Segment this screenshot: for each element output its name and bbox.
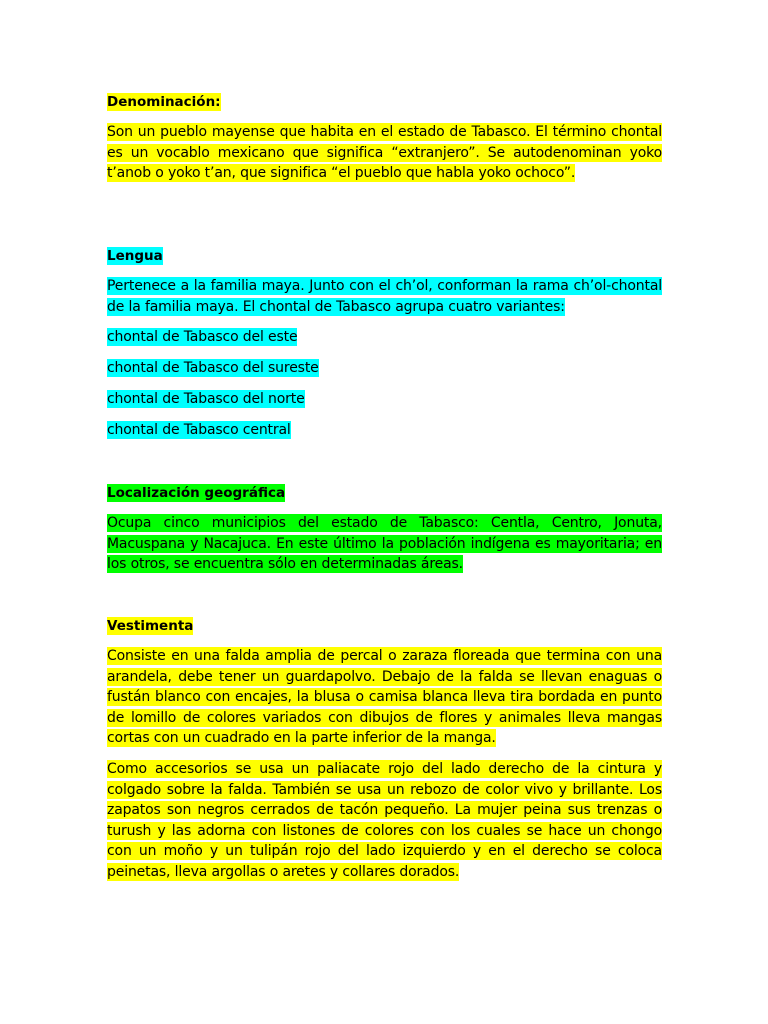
paragraph-localizacion: Ocupa cinco municipios del estado de Tabasco: Centla, Centro, Jonuta, Macuspana y Nacajuca. En este último la población indígena es mayoritaria; en los otros, se encuentra sólo en determinadas áreas. — [107, 515, 662, 573]
paragraph-vestimenta-1: Consiste en una falda amplia de percal o zaraza floreada que termina con una arandela, debe tener un guardapolvo. Debajo de la falda se llevan enaguas o fustán blanco con encajes, la blusa o camisa blanca lleva tira bordada en punto de lomillo de colores variados con dibujos de flores y animales lleva mangas cortas con un cuadrado en la parte inferior de la manga. — [107, 648, 662, 747]
heading-localizacion: Localización geográfica — [107, 485, 286, 501]
heading-vestimenta: Vestimenta — [107, 618, 194, 634]
section-lengua — [107, 246, 662, 440]
paragraph-lengua: Pertenece a la familia maya. Junto con el ch’ol, conforman la rama ch’ol-chontal de la familia maya. El chontal de Tabasco agrupa cuatro variantes: — [107, 278, 662, 315]
section-denominacion — [107, 92, 662, 184]
heading-denominacion: Denominación: — [107, 94, 221, 110]
section-vestimenta — [107, 616, 662, 883]
variant-item: chontal de Tabasco del este — [107, 329, 298, 346]
variant-item: chontal de Tabasco central — [107, 422, 291, 439]
paragraph-denominacion: Son un pueblo mayense que habita en el estado de Tabasco. El término chontal es un vocablo mexicano que significa “extranjero”. Se autodenominan yoko t’anob o yoko t’an, que significa “el pueblo que habla yoko ochoco”. — [107, 124, 662, 182]
variant-item: chontal de Tabasco del norte — [107, 391, 305, 408]
heading-lengua: Lengua — [107, 248, 163, 264]
paragraph-vestimenta-2: Como accesorios se usa un paliacate rojo del lado derecho de la cintura y colgado sobre la falda. También se usa un rebozo de color vivo y brillante. Los zapatos son negros cerrados de tacón pequeño. La mujer peina sus trenzas o turush y las adorna con listones de colores con los cuales se hace un chongo con un moño y un tulipán rojo del lado izquierdo y en el derecho se coloca peinetas, lleva argollas o aretes y collares dorados. — [107, 760, 662, 880]
variant-item: chontal de Tabasco del sureste — [107, 360, 319, 377]
section-localizacion — [107, 483, 662, 575]
